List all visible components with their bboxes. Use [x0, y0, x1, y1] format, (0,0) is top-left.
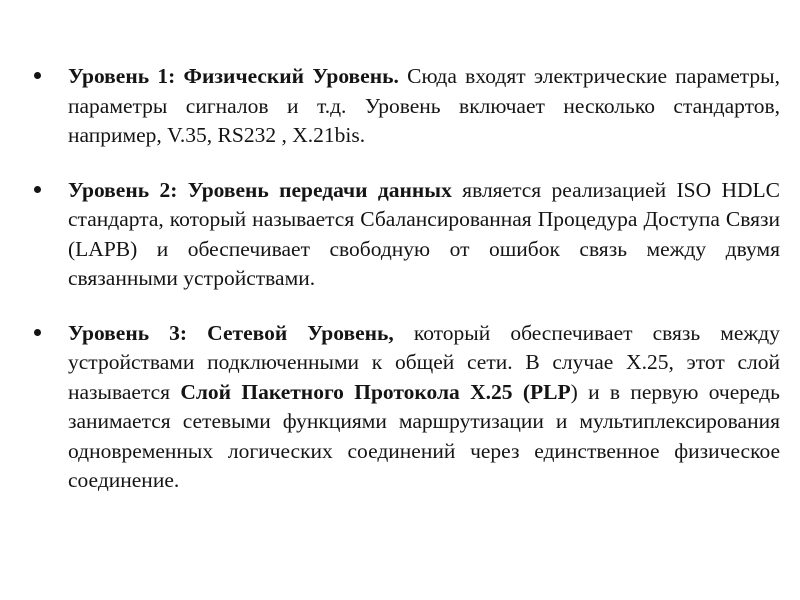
item-text: Сюда входят электрические параметры, параметры сигналов и т.д. Уровень включает несколько стандартов, например, V.35, RS232 , X.21bis.	[68, 64, 780, 147]
item-text-continued: ) и в первую очередь занимается сетевыми функциями маршрутизации и мультиплексирования одновременных логических соединений через единственное физическое соединение.	[68, 379, 780, 492]
item-lead: Уровень 3: Сетевой Уровень,	[68, 320, 394, 345]
bullet-icon	[34, 329, 41, 336]
item-lead: Уровень 2: Уровень передачи данных	[68, 177, 452, 202]
item-lead: Уровень 1: Физический Уровень.	[68, 64, 399, 88]
bullet-list	[28, 62, 780, 496]
bullet-icon	[34, 186, 41, 193]
item-text: который обеспечивает связь между устройствами подключенными к общей сети. В случае X.25, этот слой называется	[68, 320, 780, 404]
list-item-layer-3	[28, 319, 780, 496]
list-item-layer-1	[28, 62, 780, 151]
item-bold-term: Слой Пакетного Протокола X.25 (PLP	[180, 379, 571, 404]
bullet-icon	[34, 72, 41, 79]
document-page	[28, 62, 780, 496]
list-item-layer-2	[28, 176, 780, 294]
item-text: является реализацией ISO HDLC стандарта, который называется Сбалансированная Процедура Доступа Связи (LAPB) и обеспечивает свободную от ошибок связь между двумя связанными устройствами.	[68, 177, 781, 290]
